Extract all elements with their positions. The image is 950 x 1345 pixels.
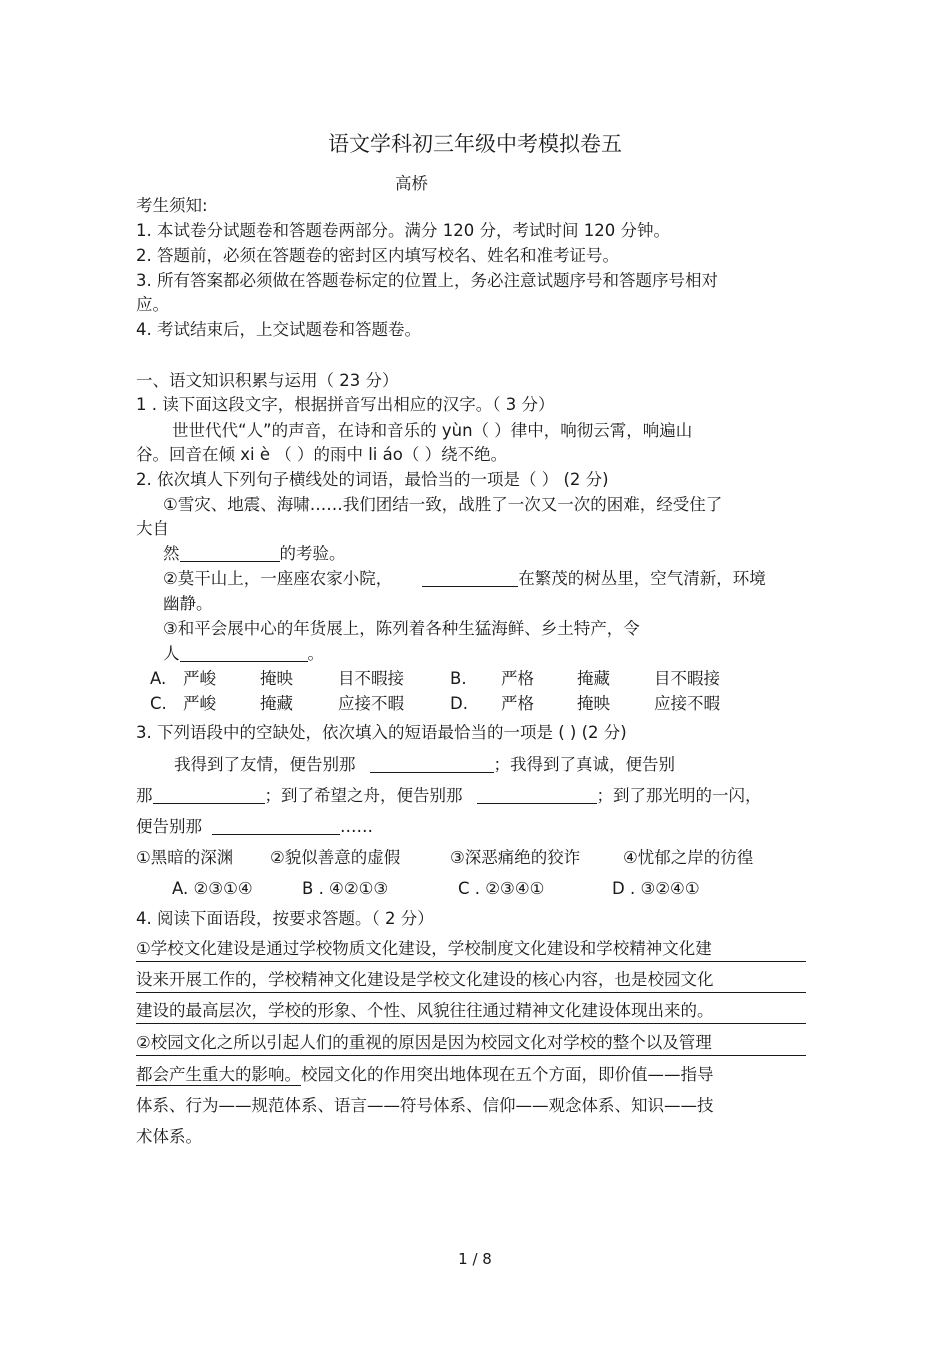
notice-item-3-cont: 应。: [136, 295, 169, 314]
answer-blank: [370, 756, 494, 773]
answer-blank: [180, 545, 280, 562]
paragraph-2-line-4: 术体系。: [136, 1127, 202, 1146]
page-number: 1 / 8: [458, 1250, 492, 1268]
question-3-line-2: 那 ；到了希望之舟，便告别那 ；到了那光明的一闪，: [136, 786, 762, 805]
answer-blank: [477, 787, 597, 804]
question-3-line-1: 我得到了友情，便告别那 ；我得到了真诚，便告别: [174, 755, 675, 774]
question-1-stem: 1 . 读下面这段文字，根据拼音写出相应的汉字。（ 3 分）: [136, 395, 555, 414]
notice-heading: 考生须知:: [136, 196, 208, 215]
section-heading: 一、语文知识积累与运用（ 23 分）: [136, 371, 399, 390]
answer-blank: [422, 570, 518, 587]
answer-blank: [153, 787, 265, 804]
question-2-sentence-1-cont: 大自: [136, 519, 169, 538]
document-page: 语文学科初三年级中考模拟卷五 高桥 考生须知: 1. 本试卷分试题卷和答题卷两部分。满分 120 分，考试时间 120 分钟。 2. 答题前，必须在答题卷的密封区内填写校名、姓名和准考证号。 3. 所有答案都必须做在答题卷标定的位置上，务必注意试题序号和答题序号相对 应。 4. 考试结束后，上交试题卷和答题卷。 一、语文知识积累与运用（ 23 分） 1 . 读下面这段文字，根据拼音写出相应的汉字。（ 3 分） 世世代代“人”的声音，在诗和音乐的 yùn（ ）律中，响彻云霄，响遍山 谷。回音在倾 xi è （ ）的雨中 li áo（ ）绕不绝。 2. 依次填人下列句子横线处的词语，最恰当的一项是（ ） (2 分) ①雪灾、地震、海啸……我们团结一致，战胜了一次又一次的困难，经受住了 大自 然 的考验。 ②莫干山上，一座座农家小院， 在繁茂的树丛里，空气清新，环境 幽静。 ③和平会展中心的年货展上，陈列着各种生猛海鲜、乡土特产，令 人 。 A. 严峻 掩映 目不暇接 B. 严格 掩藏 目不暇接 C. 严峻 掩藏 应接不暇 D. 严格 掩映 应接不暇 3. 下列语段中的空缺处，依次填入的短语最恰当的一项是 ( ) (2 分) 我得到了友情，便告别那 ；我得到了真诚，便告别 那 ；到了希望之舟，便告别那 ；到了那光明的一闪， 便告别那 …… ①黑暗的深渊 ②貌似善意的虚假 ③深恶痛绝的狡诈 ④忧郁之岸的彷徨 A. ②③①④ B . ④②①③ C . ②③④① D . ③②④① 4. 阅读下面语段，按要求答题。（ 2 分） ①学校文化建设是通过学校物质文化建设，学校制度文化建设和学校精神文化建 设来开展工作的，学校精神文化建设是学校文化建设的核心内容，也是校园文化 建设的最高层次，学校的形象、个性、风貌往往通过精神文化建设体现出来的。 ②校园文化之所以引起人们的重视的原因是因为校园文化对学校的整个以及管理 都会产生重大的影响。校园文化的作用突出地体现在五个方面，即价值——指导 体系、行为——规范体系、语言——符号体系、信仰——观念体系、知识——技 术体系。 1 / 8: [0, 0, 950, 1345]
question-3-stem: 3. 下列语段中的空缺处，依次填入的短语最恰当的一项是 ( ) (2 分): [136, 723, 627, 742]
question-4-stem: 4. 阅读下面语段，按要求答题。（ 2 分）: [136, 909, 434, 928]
answer-blank: [180, 645, 308, 662]
paragraph-2-line-3: 体系、行为——规范体系、语言——符号体系、信仰——观念体系、知识——技: [136, 1096, 714, 1115]
notice-item-1: 1. 本试卷分试题卷和答题卷两部分。满分 120 分，考试时间 120 分钟。: [136, 221, 670, 240]
question-3-line-3: 便告别那 ……: [136, 817, 373, 836]
paragraph-2-line-2: 都会产生重大的影响。校园文化的作用突出地体现在五个方面，即价值——指导: [136, 1065, 714, 1084]
page-title: 语文学科初三年级中考模拟卷五: [328, 132, 622, 156]
author-name: 高桥: [395, 174, 428, 193]
question-2-sentence-3: ③和平会展中心的年货展上，陈列着各种生猛海鲜、乡土特产，令: [163, 619, 640, 638]
notice-item-4: 4. 考试结束后，上交试题卷和答题卷。: [136, 320, 421, 339]
paragraph-1-line-1: ①学校文化建设是通过学校物质文化建设，学校制度文化建设和学校精神文化建: [136, 938, 806, 962]
question-2-stem: 2. 依次填人下列句子横线处的词语，最恰当的一项是（ ） (2 分): [136, 470, 609, 489]
paragraph-1-line-2: 设来开展工作的，学校精神文化建设是学校文化建设的核心内容，也是校园文化: [136, 969, 806, 993]
notice-item-2: 2. 答题前，必须在答题卷的密封区内填写校名、姓名和准考证号。: [136, 246, 619, 265]
paragraph-2-line-1: ②校园文化之所以引起人们的重视的原因是因为校园文化对学校的整个以及管理: [136, 1032, 806, 1056]
question-2-sentence-1-blank-line: 然 的考验。: [163, 544, 346, 563]
paragraph-1-line-3: 建设的最高层次，学校的形象、个性、风貌往往通过精神文化建设体现出来的。: [136, 1000, 806, 1024]
notice-item-3: 3. 所有答案都必须做在答题卷标定的位置上，务必注意试题序号和答题序号相对: [136, 271, 718, 290]
question-2-sentence-3-blank-line: 人 。: [163, 644, 324, 663]
question-2-sentence-2-cont: 幽静。: [163, 594, 213, 613]
question-2-sentence-2: ②莫干山上，一座座农家小院， 在繁茂的树丛里，空气清新，环境: [163, 569, 766, 588]
question-2-sentence-1: ①雪灾、地震、海啸……我们团结一致，战胜了一次又一次的困难，经受住了: [163, 495, 723, 514]
answer-blank: [212, 818, 340, 835]
question-1-line-2: 谷。回音在倾 xi è （ ）的雨中 li áo（ ）绕不绝。: [136, 445, 508, 464]
question-1-line-1: 世世代代“人”的声音，在诗和音乐的 yùn（ ）律中，响彻云霄，响遍山: [172, 421, 693, 440]
